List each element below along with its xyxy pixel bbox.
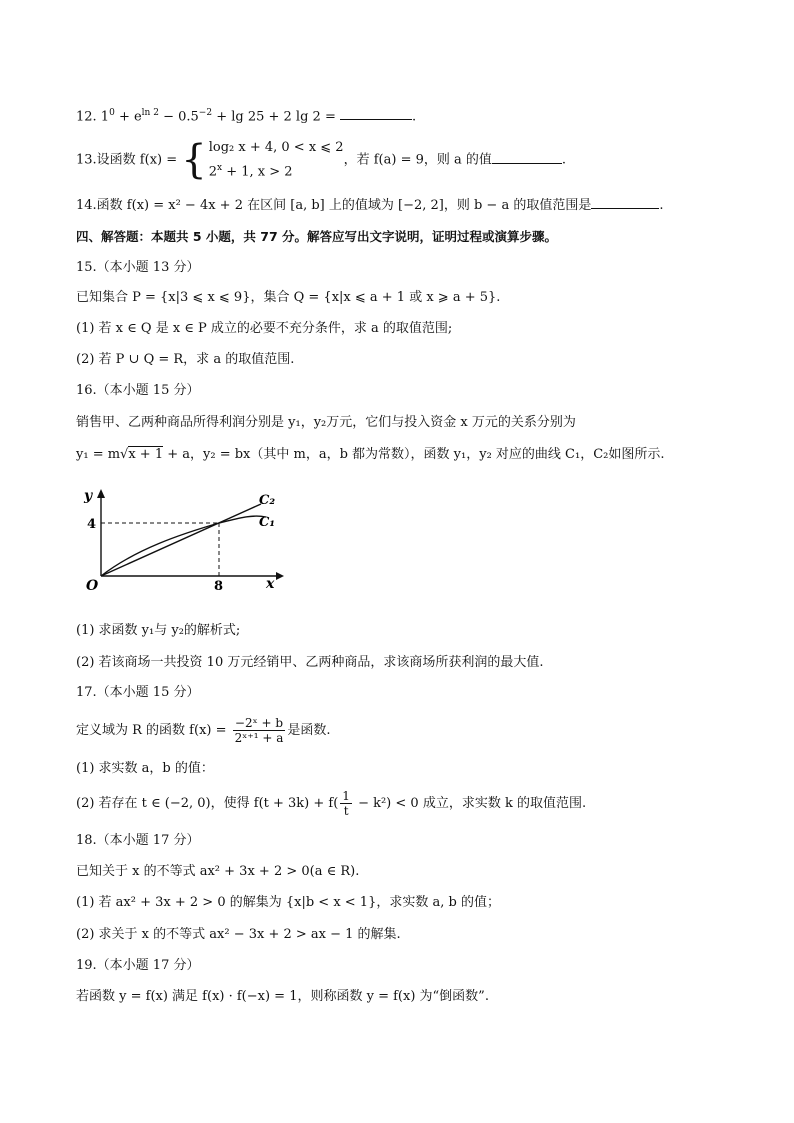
answer-blank[interactable] bbox=[591, 196, 659, 209]
q13-case2-exp: x bbox=[217, 163, 223, 173]
q13-case2-base: 2 bbox=[208, 164, 217, 180]
q13-end: . bbox=[561, 152, 567, 168]
x-axis-label: x bbox=[266, 576, 275, 592]
c1-label: C₁ bbox=[259, 515, 276, 530]
q18-part1: (1) 若 ax² + 3x + 2 > 0 的解集为 {x|b < x < 1}，求实数 a, b 的值； bbox=[76, 895, 500, 910]
piecewise-cases bbox=[209, 138, 344, 182]
c2-label: C₂ bbox=[259, 493, 276, 508]
q13-case1: log₂ x + 4, 0 < x ⩽ 2 bbox=[208, 140, 344, 155]
q18-head: 18.（本小题 17 分） bbox=[76, 833, 200, 848]
y-tick-label: 4 bbox=[87, 517, 97, 532]
q16-part1: (1) 求函数 y₁与 y₂的解析式; bbox=[76, 623, 241, 638]
q12-end: . bbox=[411, 109, 417, 125]
x-axis-arrow-icon bbox=[276, 572, 284, 580]
q13-prefix: 13.设函数 f(x) = bbox=[76, 152, 182, 168]
q14-end: . bbox=[659, 198, 664, 213]
question-14 bbox=[76, 196, 663, 215]
q16-y2-text: + a，y₂ = bx（其中 m，a，b 都为常数），函数 y₁，y₂ 对应的曲线 C₁，C₂如图所示. bbox=[163, 447, 665, 462]
q12-prefix: 12. 1 bbox=[76, 109, 110, 125]
q19-stem: 若函数 y = f(x) 满足 f(x) · f(−x) = 1，则称函数 y = f(x) 为“倒函数”. bbox=[76, 989, 489, 1004]
q13-case2 bbox=[209, 158, 344, 182]
q17-stem bbox=[76, 714, 330, 748]
q18-stem: 已知关于 x 的不等式 ax² + 3x + 2 > 0(a ∈ R). bbox=[76, 864, 360, 879]
q17-stem-a: 定义域为 R 的函数 f(x) = bbox=[76, 723, 231, 738]
q19-head: 19.（本小题 17 分） bbox=[76, 958, 200, 973]
answer-blank[interactable] bbox=[340, 107, 412, 120]
q17-denominator: 2ˣ⁺¹ + a bbox=[234, 731, 284, 745]
x-tick-label: 8 bbox=[214, 579, 224, 594]
q17-part2-denominator: t bbox=[343, 804, 349, 818]
q12-term3: + lg 25 + 2 lg 2 = bbox=[212, 109, 340, 125]
q17-part2-fraction bbox=[340, 789, 352, 818]
left-brace-icon: { bbox=[181, 137, 207, 184]
q17-head: 17.（本小题 15 分） bbox=[76, 685, 200, 700]
q17-part2-a: (2) 若存在 t ∈ (−2, 0)，使得 f(t + 3k) + f( bbox=[76, 796, 339, 811]
section-heading: 四、解答题：本题共 5 小题，共 77 分。解答应写出文字说明，证明过程或演算步骤。 bbox=[76, 229, 558, 244]
q17-part2-b: − k²) < 0 成立，求实数 k 的取值范围. bbox=[353, 796, 587, 811]
q16-y1-formula: y₁ = m√ bbox=[76, 447, 129, 462]
q15-stem: 已知集合 P = {x|3 ⩽ x ⩽ 9}，集合 Q = {x|x ⩽ a + 1 或 x ⩾ a + 5}. bbox=[76, 290, 501, 305]
q12-exp2: −2 bbox=[198, 108, 213, 118]
q16-head: 16.（本小题 15 分） bbox=[76, 383, 200, 398]
q17-stem-b: 是函数. bbox=[287, 723, 331, 738]
curve-c2 bbox=[101, 504, 261, 576]
profit-curves-figure bbox=[76, 484, 286, 596]
q15-head: 15.（本小题 13 分） bbox=[76, 260, 200, 275]
q18-part2: (2) 求关于 x 的不等式 ax² − 3x + 2 > ax − 1 的解集. bbox=[76, 927, 401, 942]
q16-part2: (2) 若该商场一共投资 10 万元经销甲、乙两种商品，求该商场所获利润的最大值. bbox=[76, 655, 544, 670]
q16-stem2 bbox=[76, 446, 665, 464]
curve-c1 bbox=[101, 516, 266, 576]
answer-blank[interactable] bbox=[492, 151, 562, 164]
question-13 bbox=[76, 138, 566, 182]
q17-numerator: −2ˣ + b bbox=[233, 716, 286, 731]
q17-fraction bbox=[233, 716, 286, 745]
q15-part1: (1) 若 x ∈ Q 是 x ∈ P 成立的必要不充分条件，求 a 的取值范围; bbox=[76, 321, 453, 336]
q12-term2: − 0.5 bbox=[158, 109, 199, 125]
origin-label: O bbox=[86, 578, 99, 594]
q16-radicand: x + 1 bbox=[128, 447, 164, 462]
y-axis-label: y bbox=[84, 488, 93, 504]
q17-part2 bbox=[76, 787, 586, 821]
q17-part1: (1) 求实数 a，b 的值： bbox=[76, 761, 214, 776]
q17-part2-numerator: 1 bbox=[342, 789, 350, 803]
q13-case2-rest: + 1, x > 2 bbox=[222, 164, 293, 180]
q15-part2: (2) 若 P ∪ Q = R，求 a 的取值范围. bbox=[76, 352, 295, 367]
q12-exp1: ln 2 bbox=[141, 108, 159, 118]
q12-exp0: 0 bbox=[109, 108, 115, 118]
q12-term1: + e bbox=[114, 109, 142, 125]
q16-stem1: 销售甲、乙两种商品所得利润分别是 y₁，y₂万元，它们与投入资金 x 万元的关系分别为 bbox=[76, 415, 576, 430]
q13-suffix: ，若 f(a) = 9，则 a 的值 bbox=[343, 152, 492, 168]
y-axis-arrow-icon bbox=[97, 489, 105, 498]
q14-text: 14.函数 f(x) = x² − 4x + 2 在区间 [a, b] 上的值域为 [−2, 2]，则 b − a 的取值范围是 bbox=[76, 198, 592, 213]
question-12 bbox=[76, 104, 416, 126]
